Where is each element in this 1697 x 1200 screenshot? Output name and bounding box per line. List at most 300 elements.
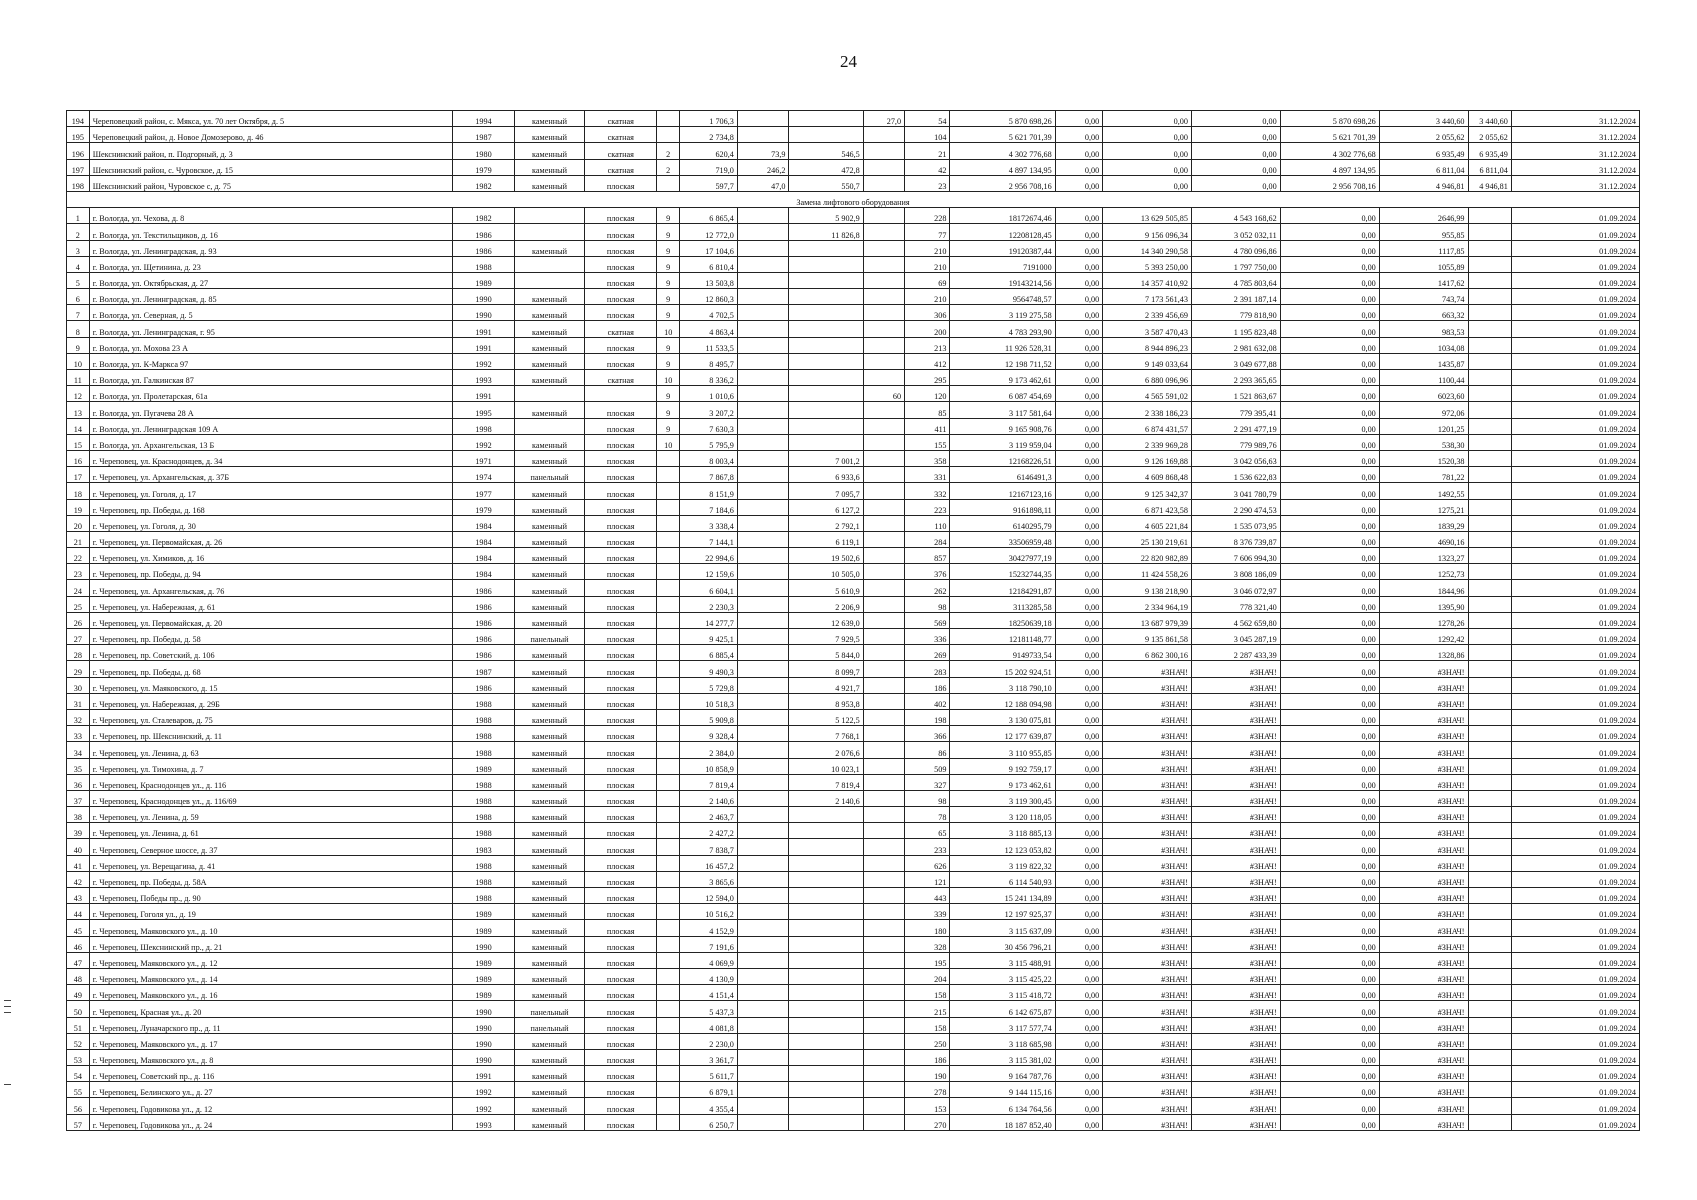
cell-cost-per-m2: 1435,87 [1379, 353, 1468, 369]
table-row [67, 321, 1640, 337]
cell-area-c [863, 677, 904, 693]
cell-area-c [863, 418, 904, 434]
cell-row-number: 37 [67, 790, 90, 806]
cell-cost-limit [1468, 402, 1511, 418]
cell-cost-limit [1468, 580, 1511, 596]
cell-total-cost: 12184291,87 [950, 580, 1055, 596]
cell-wall-material: панельный [514, 629, 584, 645]
cell-floors: 10 [657, 434, 680, 450]
cell-cost-owners: 0,00 [1280, 289, 1379, 305]
cell-cost-per-m2: 1055,89 [1379, 256, 1468, 272]
cell-row-number: 56 [67, 1098, 90, 1114]
cell-cost-per-m2: 743,74 [1379, 289, 1468, 305]
margin-mark [4, 1012, 11, 1013]
cell-total-area: 12 860,3 [680, 289, 738, 305]
cell-address: г. Вологда, ул. Октябрьская, д. 27 [89, 272, 452, 288]
cell-total-cost: 3 115 488,91 [950, 952, 1055, 968]
cell-cost-fund-a: 0,00 [1055, 272, 1102, 288]
cell-cost-fund-b: #ЗНАЧ! [1103, 888, 1192, 904]
cell-cost-fund-b: #ЗНАЧ! [1103, 726, 1192, 742]
cell-area-a [737, 272, 789, 288]
cell-build-year: 1990 [453, 305, 515, 321]
cell-roof-type: плоская [585, 596, 657, 612]
cell-row-number: 42 [67, 871, 90, 887]
cell-build-year: 1992 [453, 1098, 515, 1114]
cell-area-c [863, 904, 904, 920]
cell-deadline: 01.09.2024 [1511, 564, 1639, 580]
cell-row-number: 21 [67, 531, 90, 547]
cell-cost-fund-c: 779 989,76 [1191, 434, 1280, 450]
cell-area-a [737, 855, 789, 871]
cell-floors [657, 483, 680, 499]
cell-cost-per-m2: #ЗНАЧ! [1379, 758, 1468, 774]
cell-deadline: 01.09.2024 [1511, 483, 1639, 499]
cell-cost-limit [1468, 645, 1511, 661]
cell-cost-per-m2: 1275,21 [1379, 499, 1468, 515]
cell-area-c [863, 499, 904, 515]
cell-total-area: 8 336,2 [680, 370, 738, 386]
cell-cost-fund-a: 0,00 [1055, 467, 1102, 483]
cell-floors [657, 548, 680, 564]
cell-total-cost: 19120387,44 [950, 240, 1055, 256]
cell-total-cost: 9 165 908,76 [950, 418, 1055, 434]
cell-cost-fund-c: 1 797 750,00 [1191, 256, 1280, 272]
cell-build-year: 1979 [453, 499, 515, 515]
cell-cost-fund-b: #ЗНАЧ! [1103, 904, 1192, 920]
cell-cost-owners: 2 956 708,16 [1280, 175, 1379, 191]
cell-cost-fund-b: 14 340 290,58 [1103, 240, 1192, 256]
cell-area-b: 8 953,8 [789, 693, 863, 709]
cell-build-year: 1986 [453, 240, 515, 256]
cell-residents: 121 [905, 871, 950, 887]
cell-floors [657, 531, 680, 547]
cell-total-cost: 3 118 790,10 [950, 677, 1055, 693]
cell-address: г. Череповец, Годовикова ул., д. 24 [89, 1114, 452, 1130]
cell-cost-fund-b: #ЗНАЧ! [1103, 1114, 1192, 1130]
cell-cost-limit [1468, 353, 1511, 369]
cell-build-year: 1982 [453, 175, 515, 191]
cell-total-cost: 3 118 685,98 [950, 1033, 1055, 1049]
cell-cost-owners: 0,00 [1280, 726, 1379, 742]
cell-area-a [737, 661, 789, 677]
cell-row-number: 6 [67, 289, 90, 305]
cell-build-year: 1977 [453, 483, 515, 499]
cell-wall-material: панельный [514, 1001, 584, 1017]
cell-wall-material: каменный [514, 871, 584, 887]
cell-address: г. Вологда, ул. Ленинградская 109 А [89, 418, 452, 434]
cell-cost-limit: 6 811,04 [1468, 159, 1511, 175]
cell-residents: 210 [905, 289, 950, 305]
cell-total-area: 10 516,2 [680, 904, 738, 920]
cell-total-cost: 9 164 787,76 [950, 1066, 1055, 1082]
cell-cost-fund-b: 4 609 868,48 [1103, 467, 1192, 483]
cell-wall-material: каменный [514, 936, 584, 952]
cell-build-year: 1990 [453, 1001, 515, 1017]
cell-area-b [789, 888, 863, 904]
cell-total-cost: 9149733,54 [950, 645, 1055, 661]
cell-cost-per-m2: 1278,26 [1379, 612, 1468, 628]
cell-deadline: 01.09.2024 [1511, 726, 1639, 742]
cell-cost-fund-b: 6 871 423,58 [1103, 499, 1192, 515]
cell-cost-owners: 0,00 [1280, 418, 1379, 434]
cell-address: Шекснинский район, п. Подгорный, д. 3 [89, 143, 452, 159]
cell-area-c [863, 224, 904, 240]
cell-deadline: 01.09.2024 [1511, 758, 1639, 774]
cell-cost-limit: 3 440,60 [1468, 111, 1511, 127]
cell-residents: 411 [905, 418, 950, 434]
cell-row-number: 194 [67, 111, 90, 127]
cell-deadline: 01.09.2024 [1511, 515, 1639, 531]
cell-cost-fund-c: 779 818,90 [1191, 305, 1280, 321]
cell-row-number: 15 [67, 434, 90, 450]
cell-total-area: 12 594,0 [680, 888, 738, 904]
table-row [67, 224, 1640, 240]
cell-cost-fund-c: 2 291 477,19 [1191, 418, 1280, 434]
table-row [67, 612, 1640, 628]
cell-cost-fund-c: #ЗНАЧ! [1191, 839, 1280, 855]
cell-area-b: 6 127,2 [789, 499, 863, 515]
cell-cost-fund-b: #ЗНАЧ! [1103, 1001, 1192, 1017]
cell-build-year: 1990 [453, 936, 515, 952]
cell-cost-fund-a: 0,00 [1055, 1066, 1102, 1082]
cell-floors: 9 [657, 208, 680, 224]
cell-deadline: 01.09.2024 [1511, 1098, 1639, 1114]
cell-area-c [863, 1049, 904, 1065]
cell-deadline: 01.09.2024 [1511, 1001, 1639, 1017]
cell-row-number: 46 [67, 936, 90, 952]
cell-cost-per-m2: 1034,08 [1379, 337, 1468, 353]
cell-cost-per-m2: 983,53 [1379, 321, 1468, 337]
cell-cost-fund-a: 0,00 [1055, 985, 1102, 1001]
cell-deadline: 01.09.2024 [1511, 256, 1639, 272]
cell-row-number: 50 [67, 1001, 90, 1017]
cell-area-b: 4 921,7 [789, 677, 863, 693]
cell-residents: 65 [905, 823, 950, 839]
cell-area-b [789, 127, 863, 143]
cell-deadline: 01.09.2024 [1511, 839, 1639, 855]
cell-wall-material: каменный [514, 499, 584, 515]
cell-cost-fund-a: 0,00 [1055, 159, 1102, 175]
cell-total-area: 6 885,4 [680, 645, 738, 661]
cell-row-number: 27 [67, 629, 90, 645]
cell-total-cost: 9161898,11 [950, 499, 1055, 515]
cell-cost-limit [1468, 629, 1511, 645]
cell-floors [657, 1082, 680, 1098]
cell-address: г. Вологда, ул. Пугачева 28 А [89, 402, 452, 418]
cell-wall-material: каменный [514, 742, 584, 758]
cell-total-area: 2 140,6 [680, 790, 738, 806]
cell-roof-type: плоская [585, 758, 657, 774]
cell-cost-per-m2: 1323,27 [1379, 548, 1468, 564]
cell-cost-owners: 0,00 [1280, 1098, 1379, 1114]
cell-address: г. Вологда, ул. Ленинградская, д. 85 [89, 289, 452, 305]
cell-area-b [789, 1114, 863, 1130]
cell-address: г. Вологда, ул. Ленинградская, д. 93 [89, 240, 452, 256]
cell-deadline: 01.09.2024 [1511, 337, 1639, 353]
cell-cost-fund-b: 13 687 979,39 [1103, 612, 1192, 628]
cell-build-year: 1989 [453, 904, 515, 920]
cell-area-c [863, 774, 904, 790]
cell-cost-fund-c: #ЗНАЧ! [1191, 888, 1280, 904]
cell-area-c [863, 1017, 904, 1033]
cell-cost-owners: 0,00 [1280, 855, 1379, 871]
cell-cost-fund-a: 0,00 [1055, 175, 1102, 191]
cell-cost-owners: 0,00 [1280, 920, 1379, 936]
cell-total-cost: 3113285,58 [950, 596, 1055, 612]
cell-floors [657, 758, 680, 774]
cell-cost-fund-c: 2 391 187,14 [1191, 289, 1280, 305]
cell-wall-material: каменный [514, 612, 584, 628]
cell-address: г. Вологда, ул. Архангельская, 13 Б [89, 434, 452, 450]
cell-area-c [863, 289, 904, 305]
cell-cost-limit [1468, 661, 1511, 677]
cell-address: г. Вологда, ул. Чехова, д. 8 [89, 208, 452, 224]
cell-cost-fund-b: 2 339 969,28 [1103, 434, 1192, 450]
cell-cost-limit [1468, 370, 1511, 386]
cell-roof-type: скатная [585, 370, 657, 386]
cell-floors [657, 839, 680, 855]
cell-cost-fund-a: 0,00 [1055, 515, 1102, 531]
cell-residents: 186 [905, 1049, 950, 1065]
cell-address: г. Череповец, Краснодонцев ул., д. 116/69 [89, 790, 452, 806]
cell-address: г. Череповец, Шекснинский пр., д. 21 [89, 936, 452, 952]
cell-residents: 223 [905, 499, 950, 515]
cell-cost-fund-a: 0,00 [1055, 742, 1102, 758]
cell-cost-limit [1468, 596, 1511, 612]
cell-cost-fund-c: #ЗНАЧ! [1191, 758, 1280, 774]
cell-roof-type: плоская [585, 531, 657, 547]
cell-residents: 120 [905, 386, 950, 402]
cell-cost-owners: 0,00 [1280, 839, 1379, 855]
cell-area-b: 6 119,1 [789, 531, 863, 547]
cell-deadline: 01.09.2024 [1511, 208, 1639, 224]
cell-roof-type: скатная [585, 111, 657, 127]
cell-cost-fund-b: 14 357 410,92 [1103, 272, 1192, 288]
cell-area-b [789, 839, 863, 855]
cell-area-a [737, 985, 789, 1001]
cell-cost-fund-c: 7 606 994,30 [1191, 548, 1280, 564]
cell-cost-owners: 4 302 776,68 [1280, 143, 1379, 159]
cell-area-b: 2 792,1 [789, 515, 863, 531]
cell-residents: 857 [905, 548, 950, 564]
cell-row-number: 5 [67, 272, 90, 288]
cell-roof-type: плоская [585, 450, 657, 466]
table-row [67, 968, 1640, 984]
table-row [67, 596, 1640, 612]
cell-floors [657, 661, 680, 677]
cell-wall-material: каменный [514, 1049, 584, 1065]
cell-area-b: 5 844,0 [789, 645, 863, 661]
cell-cost-limit [1468, 1033, 1511, 1049]
cell-wall-material [514, 386, 584, 402]
cell-cost-owners: 0,00 [1280, 272, 1379, 288]
cell-roof-type: плоская [585, 1033, 657, 1049]
cell-row-number: 31 [67, 693, 90, 709]
cell-total-cost: 15232744,35 [950, 564, 1055, 580]
cell-cost-owners: 0,00 [1280, 904, 1379, 920]
cell-total-cost: 3 115 637,09 [950, 920, 1055, 936]
cell-cost-per-m2: #ЗНАЧ! [1379, 1082, 1468, 1098]
cell-wall-material: каменный [514, 353, 584, 369]
cell-wall-material: каменный [514, 175, 584, 191]
table-row [67, 418, 1640, 434]
cell-cost-fund-a: 0,00 [1055, 612, 1102, 628]
cell-cost-fund-a: 0,00 [1055, 1049, 1102, 1065]
cell-cost-owners: 0,00 [1280, 370, 1379, 386]
cell-cost-fund-b: 5 393 250,00 [1103, 256, 1192, 272]
cell-total-area: 9 425,1 [680, 629, 738, 645]
cell-total-area: 3 865,6 [680, 871, 738, 887]
cell-address: г. Череповец, ул. Краснодонцев, д. 34 [89, 450, 452, 466]
cell-cost-fund-b: #ЗНАЧ! [1103, 855, 1192, 871]
cell-total-cost: 4 897 134,95 [950, 159, 1055, 175]
cell-address: г. Вологда, ул. Северная, д. 5 [89, 305, 452, 321]
cell-row-number: 34 [67, 742, 90, 758]
cell-floors [657, 952, 680, 968]
cell-cost-owners: 0,00 [1280, 1001, 1379, 1017]
cell-roof-type: плоская [585, 580, 657, 596]
cell-area-c [863, 645, 904, 661]
cell-cost-fund-a: 0,00 [1055, 645, 1102, 661]
table-row [67, 175, 1640, 191]
cell-cost-fund-b: 22 820 982,89 [1103, 548, 1192, 564]
cell-deadline: 31.12.2024 [1511, 111, 1639, 127]
table-row [67, 645, 1640, 661]
cell-cost-owners: 0,00 [1280, 968, 1379, 984]
cell-address: г. Череповец, ул. Архангельская, д. 76 [89, 580, 452, 596]
table-row [67, 790, 1640, 806]
cell-floors [657, 823, 680, 839]
cell-cost-limit [1468, 224, 1511, 240]
cell-cost-fund-b: 11 424 558,26 [1103, 564, 1192, 580]
cell-cost-fund-b: 0,00 [1103, 175, 1192, 191]
cell-area-b: 8 099,7 [789, 661, 863, 677]
cell-build-year: 1989 [453, 758, 515, 774]
cell-total-cost: 6140295,79 [950, 515, 1055, 531]
cell-area-b [789, 370, 863, 386]
register-table [66, 110, 1640, 1131]
cell-total-area: 8 003,4 [680, 450, 738, 466]
cell-cost-fund-b: 9 135 861,58 [1103, 629, 1192, 645]
cell-roof-type: плоская [585, 968, 657, 984]
cell-cost-fund-c: #ЗНАЧ! [1191, 1066, 1280, 1082]
cell-cost-limit [1468, 920, 1511, 936]
cell-area-c [863, 305, 904, 321]
cell-cost-per-m2: 781,22 [1379, 467, 1468, 483]
cell-deadline: 01.09.2024 [1511, 952, 1639, 968]
cell-cost-fund-b: #ЗНАЧ! [1103, 1049, 1192, 1065]
cell-floors [657, 1001, 680, 1017]
cell-cost-limit [1468, 1066, 1511, 1082]
cell-area-c [863, 272, 904, 288]
cell-cost-owners: 0,00 [1280, 677, 1379, 693]
cell-cost-fund-a: 0,00 [1055, 823, 1102, 839]
cell-floors: 9 [657, 272, 680, 288]
cell-roof-type: скатная [585, 143, 657, 159]
cell-row-number: 9 [67, 337, 90, 353]
cell-residents: 85 [905, 402, 950, 418]
cell-deadline: 01.09.2024 [1511, 353, 1639, 369]
cell-deadline: 01.09.2024 [1511, 1114, 1639, 1130]
cell-area-b [789, 240, 863, 256]
cell-area-a [737, 1017, 789, 1033]
cell-residents: 69 [905, 272, 950, 288]
cell-roof-type: плоская [585, 677, 657, 693]
cell-area-c [863, 596, 904, 612]
cell-residents: 332 [905, 483, 950, 499]
cell-residents: 336 [905, 629, 950, 645]
cell-deadline: 01.09.2024 [1511, 629, 1639, 645]
cell-total-cost: 15 241 134,89 [950, 888, 1055, 904]
cell-residents: 278 [905, 1082, 950, 1098]
cell-area-c [863, 434, 904, 450]
cell-cost-fund-b: #ЗНАЧ! [1103, 823, 1192, 839]
cell-address: г. Череповец, Северное шоссе, д. 37 [89, 839, 452, 855]
cell-cost-fund-c: #ЗНАЧ! [1191, 1098, 1280, 1114]
cell-area-c [863, 693, 904, 709]
cell-cost-fund-c: #ЗНАЧ! [1191, 952, 1280, 968]
cell-area-c [863, 1066, 904, 1082]
cell-deadline: 01.09.2024 [1511, 240, 1639, 256]
cell-row-number: 13 [67, 402, 90, 418]
cell-floors [657, 175, 680, 191]
cell-total-area: 2 734,8 [680, 127, 738, 143]
cell-area-b: 7 001,2 [789, 450, 863, 466]
cell-residents: 233 [905, 839, 950, 855]
cell-residents: 412 [905, 353, 950, 369]
cell-residents: 86 [905, 742, 950, 758]
cell-cost-fund-b: 25 130 219,61 [1103, 531, 1192, 547]
cell-row-number: 16 [67, 450, 90, 466]
cell-build-year: 1986 [453, 645, 515, 661]
cell-floors: 2 [657, 159, 680, 175]
cell-cost-per-m2: #ЗНАЧ! [1379, 661, 1468, 677]
cell-deadline: 01.09.2024 [1511, 402, 1639, 418]
cell-area-a [737, 952, 789, 968]
cell-cost-fund-c: 778 321,40 [1191, 596, 1280, 612]
cell-cost-limit [1468, 305, 1511, 321]
cell-build-year: 1984 [453, 531, 515, 547]
cell-cost-owners: 0,00 [1280, 888, 1379, 904]
cell-build-year: 1990 [453, 1049, 515, 1065]
cell-build-year: 1991 [453, 321, 515, 337]
cell-cost-limit [1468, 337, 1511, 353]
cell-wall-material: каменный [514, 693, 584, 709]
margin-mark [4, 1084, 11, 1085]
cell-area-a [737, 208, 789, 224]
cell-floors: 9 [657, 224, 680, 240]
cell-cost-fund-a: 0,00 [1055, 240, 1102, 256]
cell-deadline: 01.09.2024 [1511, 677, 1639, 693]
cell-area-c [863, 1114, 904, 1130]
cell-row-number: 22 [67, 548, 90, 564]
cell-cost-fund-a: 0,00 [1055, 143, 1102, 159]
cell-cost-owners: 0,00 [1280, 823, 1379, 839]
cell-cost-owners: 0,00 [1280, 434, 1379, 450]
cell-cost-per-m2: #ЗНАЧ! [1379, 952, 1468, 968]
cell-wall-material: каменный [514, 289, 584, 305]
cell-cost-per-m2: 972,06 [1379, 402, 1468, 418]
cell-build-year: 1984 [453, 515, 515, 531]
cell-area-a [737, 289, 789, 305]
cell-area-a [737, 450, 789, 466]
cell-cost-limit [1468, 807, 1511, 823]
cell-wall-material: каменный [514, 807, 584, 823]
cell-cost-fund-a: 0,00 [1055, 904, 1102, 920]
cell-total-cost: 5 870 698,26 [950, 111, 1055, 127]
cell-cost-fund-c: 2 290 474,53 [1191, 499, 1280, 515]
cell-total-area: 14 277,7 [680, 612, 738, 628]
